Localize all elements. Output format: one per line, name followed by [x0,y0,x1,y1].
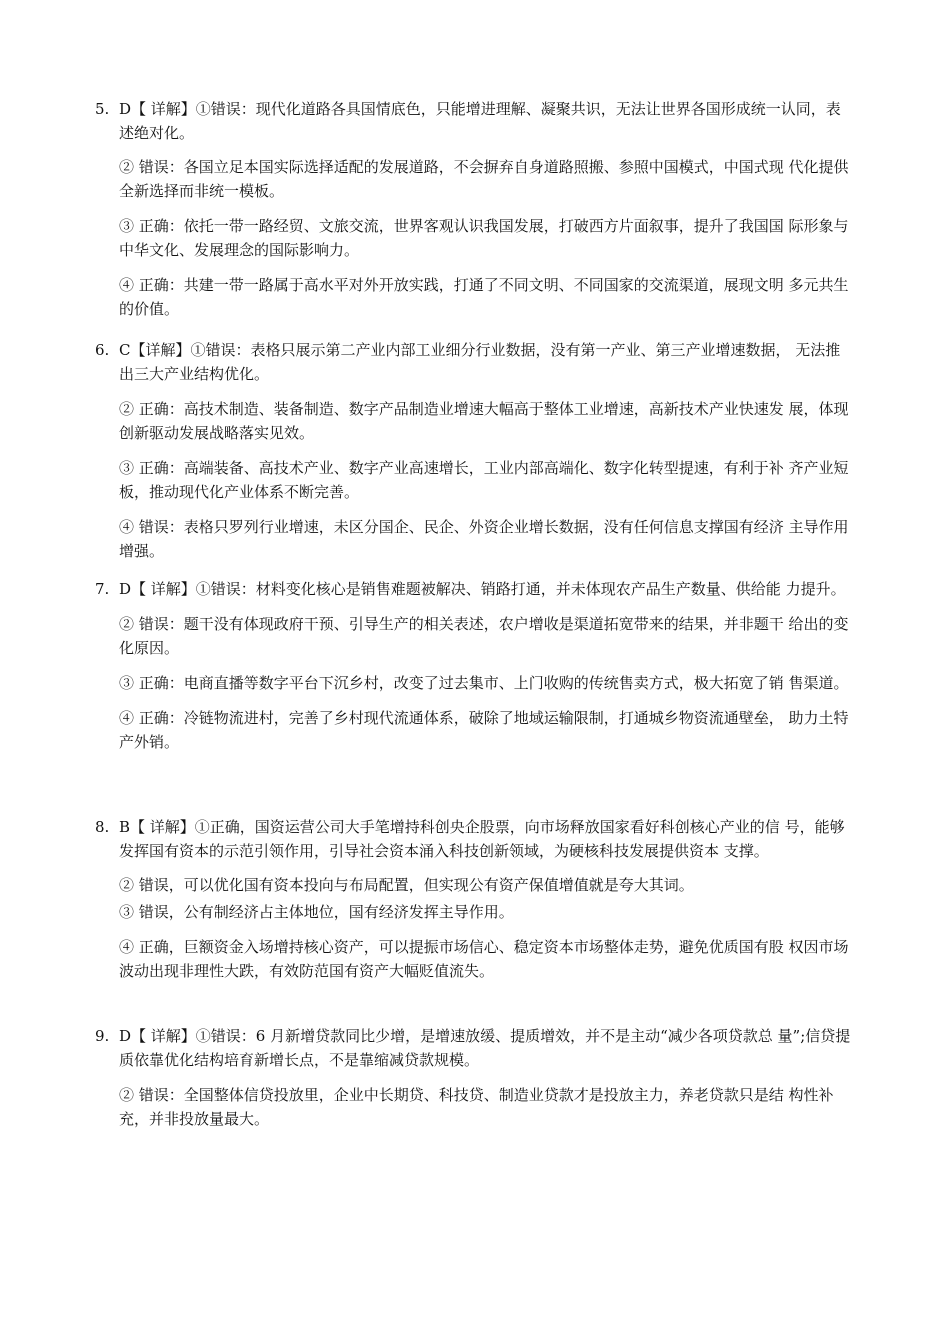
question-8 [95,815,855,983]
question-7 [95,577,855,754]
question-number: 6. [95,341,110,359]
answer-explanation-head: C【详解】①错误：表格只展示第二产业内部工业细分行业数据，没有第一产业、第三产业增速数据， 无法推出三大产业结构优化。 [119,341,841,383]
explanation-item: ④ 错误：表格只罗列行业增速，未区分国企、民企、外资企业增长数据，没有任何信息支撑国有经济 主导作用增强。 [119,518,849,560]
question-9 [95,1024,855,1131]
explanation-item: ③ 正确：高端装备、高技术产业、数字产业高速增长，工业内部高端化、数字化转型提速，有利于补 齐产业短板，推动现代化产业体系不断完善。 [119,459,849,501]
explanation-item: ④ 正确：共建一带一路属于高水平对外开放实践，打通了不同文明、不同国家的交流渠道，展现文明 多元共生的价值。 [119,276,849,318]
explanation-item: ② 错误，可以优化国有资本投向与布局配置，但实现公有资产保值增值就是夸大其词。 [119,876,694,894]
explanation-item: ③ 错误，公有制经济占主体地位，国有经济发挥主导作用。 [119,903,514,921]
explanation-item: ② 错误：全国整体信贷投放里，企业中长期贷、科技贷、制造业贷款才是投放主力，养老贷款只是结 构性补充，并非投放量最大。 [119,1086,834,1128]
question-number: 7. [95,580,110,598]
answer-explanation-head: D【 详解】①错误：6 月新增贷款同比少增，是增速放缓、提质增效，并不是主动“减少各项贷款总 量”;信贷提质依靠优化结构培育新增长点，不是靠缩减贷款规模。 [119,1027,851,1069]
explanation-item: ② 错误：题干没有体现政府干预、引导生产的相关表述，农户增收是渠道拓宽带来的结果，并非题干 给出的变化原因。 [119,615,849,657]
explanation-item: ④ 正确，巨额资金入场增持核心资产，可以提振市场信心、稳定资本市场整体走势，避免优质国有股 权因市场波动出现非理性大跌，有效防范国有资产大幅贬值流失。 [119,938,849,980]
explanation-item: ③ 正确：依托一带一路经贸、文旅交流，世界客观认识我国发展，打破西方片面叙事，提升了我国国 际形象与中华文化、发展理念的国际影响力。 [119,217,849,259]
answer-explanation-head: D【 详解】①错误：材料变化核心是销售难题被解决、销路打通，并未体现农产品生产数量、供给能 力提升。 [119,580,846,598]
question-number: 5. [95,100,110,118]
question-number: 9. [95,1027,110,1045]
question-5 [95,97,855,321]
answer-explanation-head: B【 详解】①正确，国资运营公司大手笔增持科创央企股票，向市场释放国家看好科创核心产业的信 号，能够发挥国有资本的示范引领作用，引导社会资本涌入科技创新领域，为硬核科技发展提供资本 支撑。 [119,818,845,860]
explanation-item: ③ 正确：电商直播等数字平台下沉乡村，改变了过去集市、上门收购的传统售卖方式，极大拓宽了销 售渠道。 [119,674,849,692]
explanation-item: ② 正确：高技术制造、装备制造、数字产品制造业增速大幅高于整体工业增速，高新技术产业快速发 展，体现创新驱动发展战略落实见效。 [119,400,849,442]
question-6 [95,338,855,563]
answer-explanation-head: D【 详解】①错误：现代化道路各具国情底色，只能增进理解、凝聚共识，无法让世界各国形成统一认同，表述绝对化。 [119,100,841,142]
explanation-item: ② 错误：各国立足本国实际选择适配的发展道路，不会摒弃自身道路照搬、参照中国模式，中国式现 代化提供全新选择而非统一模板。 [119,158,849,200]
explanation-item: ④ 正确：冷链物流进村，完善了乡村现代流通体系，破除了地域运输限制，打通城乡物资流通壁垒， 助力土特产外销。 [119,709,849,751]
question-number: 8. [95,818,110,836]
